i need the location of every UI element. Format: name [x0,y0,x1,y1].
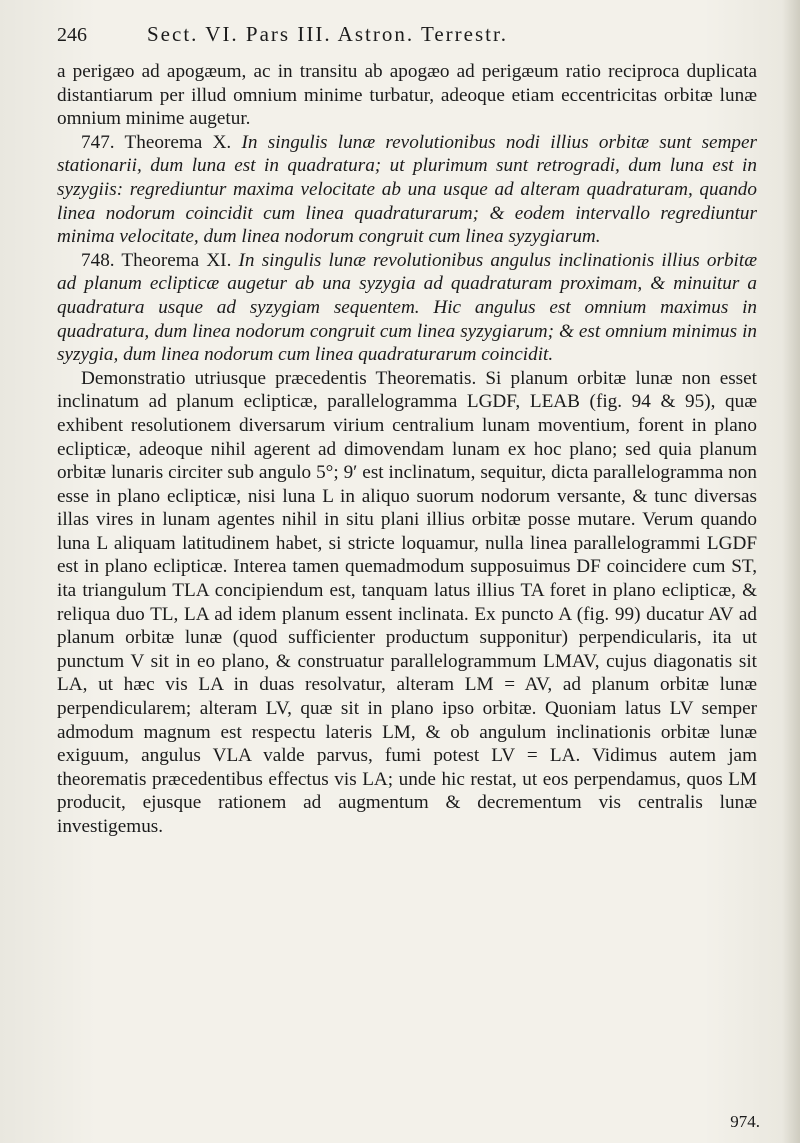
theorem-11 [57,249,757,367]
demonstration-paragraph: Demonstratio utriusque præcedentis Theorematis. Si planum orbitæ lunæ non esset inclinatum ad planum eclipticæ, parallelogramma LGDF, LEAB (fig. 94 & 95), quæ exhibent resolutionem diversarum virium centralium lunam moventium, forent in plano eclipticæ, adeoque nihil agerent ad dimovendam lunam ex hoc plano; sed quia planum orbitæ lunaris circiter sub angulo 5°; 9′ est inclinatum, sequitur, dicta parallelogramma non esse in plano eclipticæ, nisi luna L in aliquo suorum nodorum versante, & tunc diversas illas vires in lunam agentes nihil in situ plani illius orbitæ posse mutare. Verum quando luna L aliquam latitudinem habet, si stricte loquamur, nulla linea parallelogrammi LGDF est in plano eclipticæ. Interea tamen quemadmodum supposuimus DF coincidere cum ST, ita triangulum TLA concipiendum est, tanquam latus illius TA foret in plano eclipticæ, & reliqua duo TL, LA ad idem planum essent inclinata. Ex puncto A (fig. 99) ducatur AV ad planum orbitæ lunæ (quod sufficienter productum supponitur) perpendicularis, ita ut punctum V sit in eo plano, & construatur parallelogrammum LMAV, cujus diagonatis sit LA, ut hæc vis LA in duas resolvatur, alteram LM = AV, ad planum orbitæ lunæ perpendicularem; alteram LV, quæ sit in plano ipso orbitæ. Quoniam latus LV semper admodum magnum est respectu lateris LM, & ob angulum inclinationis orbitæ lunæ exiguum, angulus VLA valde parvus, fumi potest LV = LA. Vidimus autem jam theorematis præcedentibus effectus vis LA; unde hic restat, ut eos perpendamus, quos LM producit, ejusque rationem ad augmentum & decrementum vis centralis lunæ investigemus. [57,367,757,837]
page-edge-shadow [782,0,800,1143]
theorem-10-lead: 747. Theorema X. [81,131,232,153]
paragraph-continuation: a perigæo ad apogæum, ac in transitu ab apogæo ad perigæum ratio reciproca duplicata distantiarum per illud omnium minime turbatur, adeoque etiam eccentricitas orbitæ lunæ omnium minime augetur. [57,61,757,130]
theorem-10 [57,131,757,249]
page-header [57,18,750,54]
theorem-10-text: In singulis lunæ revolutionibus nodi illius orbitæ sunt semper stationarii, dum luna est in quadratura; ut plurimum sunt retrogradi, dum luna est in syzygiis: regrediuntur maxima velocitate ab una usque ad alteram quadraturam, quando linea nodorum coincidit cum linea quadraturarum; & eodem intervallo regrediuntur minima velocitate, dum linea nodorum congruit cum linea syzygiarum. [57,131,757,248]
theorem-11-lead: 748. Theorema XI. [81,249,232,271]
catchword: 974. [730,1112,760,1131]
running-head: Sect. VI. Pars III. Astron. Terrestr. [147,22,509,46]
theorem-11-text: In singulis lunæ revolutionibus angulus inclinationis illius orbitæ ad planum eclipticæ augetur ab una syzygia ad quadraturam proximam, & minuitur a quadratura usque ad syzygiam sequentem. Hic angulus est omnium maximus in quadratura, dum linea nodorum congruit cum linea syzygiarum; & est omnium minimus in syzygia, dum linea nodorum cum linea quadraturarum coincidit. [57,249,758,366]
page-number: 246 [57,24,87,46]
main-text [57,60,757,839]
